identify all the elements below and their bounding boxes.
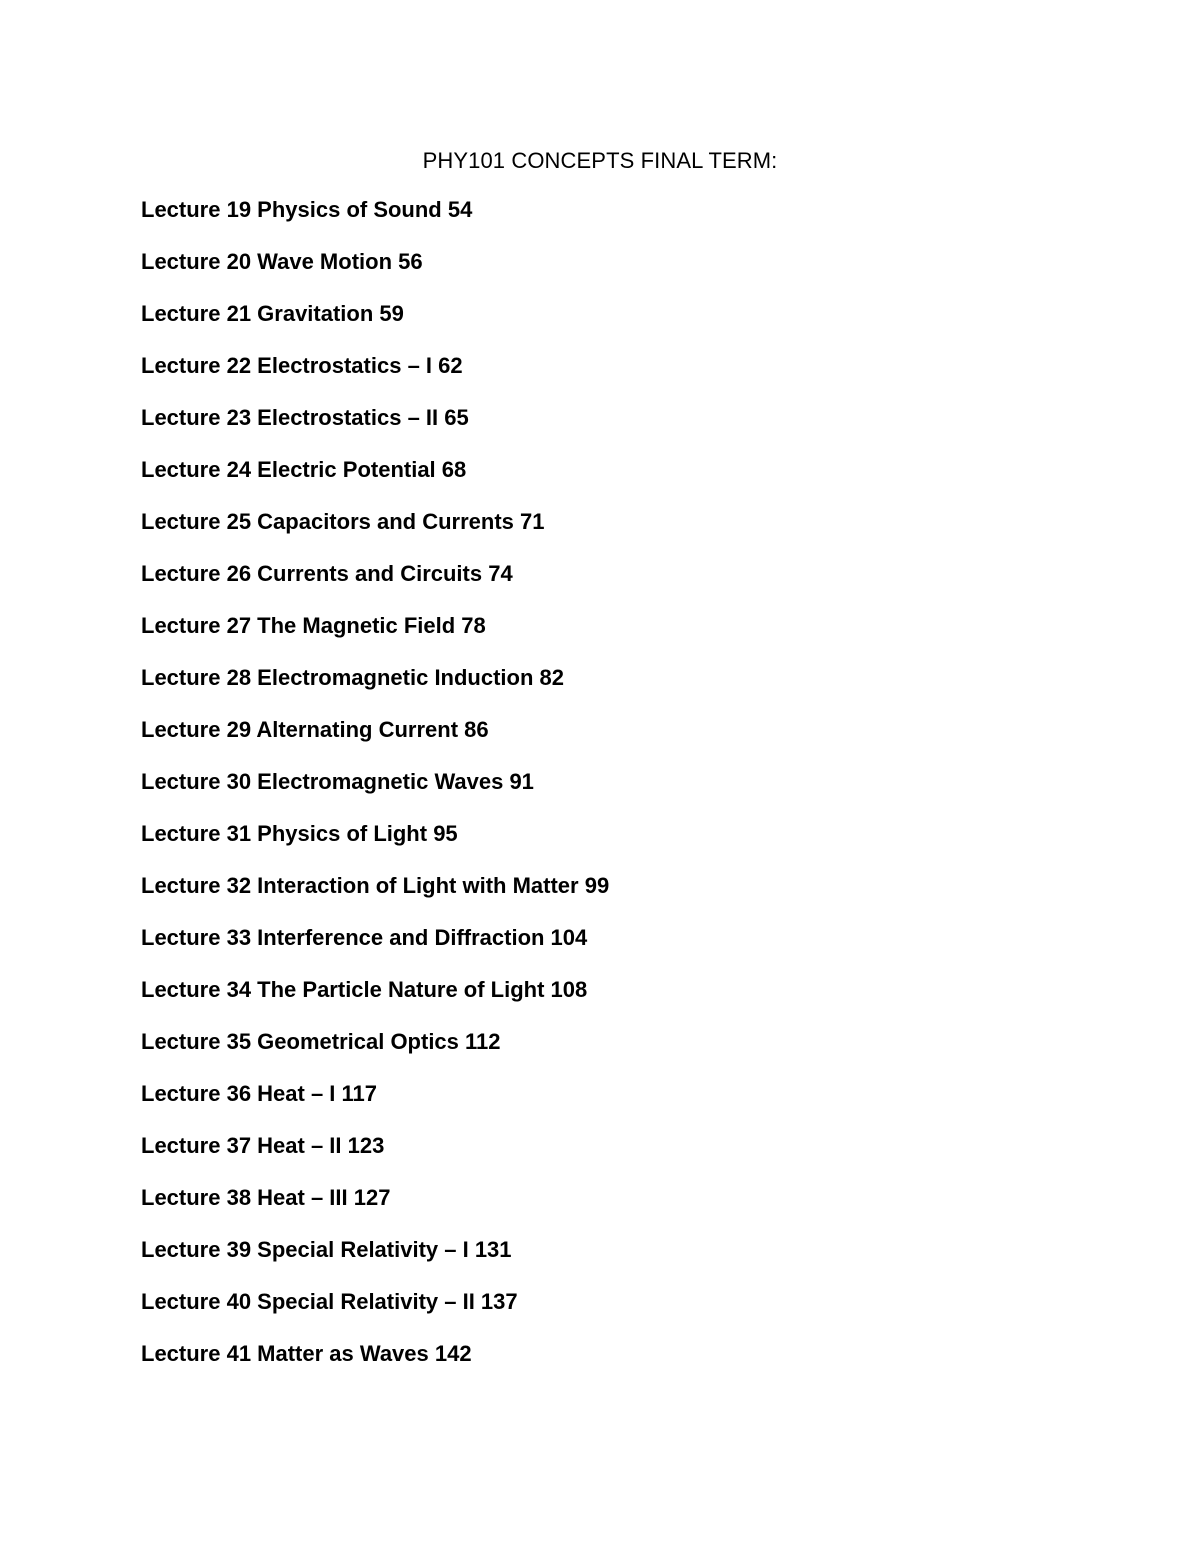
lecture-item: Lecture 22 Electrostatics – I 62 (141, 353, 463, 378)
lecture-item: Lecture 26 Currents and Circuits 74 (141, 561, 513, 586)
lecture-item: Lecture 35 Geometrical Optics 112 (141, 1029, 501, 1054)
lecture-item: Lecture 41 Matter as Waves 142 (141, 1341, 472, 1366)
lecture-item: Lecture 23 Electrostatics – II 65 (141, 405, 469, 430)
lecture-item: Lecture 39 Special Relativity – I 131 (141, 1237, 512, 1262)
lecture-item: Lecture 36 Heat – I 117 (141, 1081, 378, 1106)
lecture-item: Lecture 33 Interference and Diffraction 104 (141, 925, 588, 950)
document-title: PHY101 CONCEPTS FINAL TERM: (422, 148, 778, 173)
lecture-item: Lecture 31 Physics of Light 95 (141, 821, 458, 846)
lecture-item: Lecture 24 Electric Potential 68 (141, 457, 467, 482)
lecture-item: Lecture 20 Wave Motion 56 (141, 249, 423, 274)
lecture-item: Lecture 28 Electromagnetic Induction 82 (141, 665, 565, 690)
lecture-item: Lecture 32 Interaction of Light with Matter 99 (141, 873, 610, 898)
lecture-item: Lecture 19 Physics of Sound 54 (141, 197, 473, 222)
lecture-item: Lecture 25 Capacitors and Currents 71 (141, 509, 545, 534)
lecture-item: Lecture 29 Alternating Current 86 (141, 717, 489, 742)
lecture-item: Lecture 38 Heat – III 127 (141, 1185, 391, 1210)
lecture-item: Lecture 21 Gravitation 59 (141, 301, 404, 326)
lecture-item: Lecture 34 The Particle Nature of Light 108 (141, 977, 588, 1002)
lecture-item: Lecture 30 Electromagnetic Waves 91 (141, 769, 534, 794)
lecture-item: Lecture 27 The Magnetic Field 78 (141, 613, 486, 638)
lecture-item: Lecture 40 Special Relativity – II 137 (141, 1289, 518, 1314)
lecture-item: Lecture 37 Heat – II 123 (141, 1133, 385, 1158)
lecture-list (141, 195, 609, 1391)
